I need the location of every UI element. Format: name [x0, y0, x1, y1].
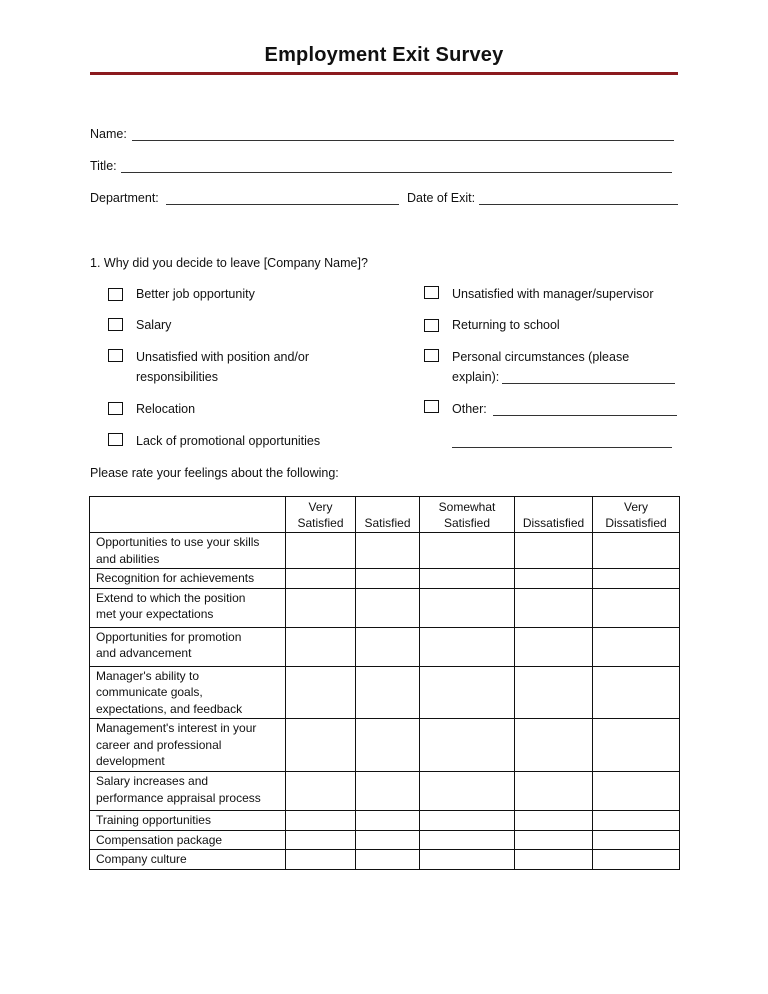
rating-cell[interactable]	[515, 627, 593, 666]
option-lack-promotion: Lack of promotional opportunities	[136, 434, 321, 448]
rating-item-label	[90, 533, 286, 569]
option-unsatisfied-position-line2: responsibilities	[136, 370, 218, 384]
option-unsatisfied-manager: Unsatisfied with manager/supervisor	[452, 287, 654, 301]
rating-cell[interactable]	[356, 719, 420, 772]
rating-cell[interactable]	[515, 666, 593, 719]
rating-cell[interactable]	[356, 666, 420, 719]
rating-prompt: Please rate your feelings about the following:	[90, 466, 339, 480]
rating-item-label	[90, 666, 286, 719]
option-better-job: Better job opportunity	[136, 287, 255, 301]
rating-cell[interactable]	[420, 627, 515, 666]
department-field[interactable]	[166, 204, 399, 205]
date-of-exit-label: Date of Exit:	[407, 191, 476, 205]
title-field[interactable]	[121, 172, 672, 173]
name-field[interactable]	[132, 140, 674, 141]
rating-cell[interactable]	[420, 850, 515, 870]
rating-item-text: Manager's ability to	[96, 668, 200, 683]
header-somewhat-satisfied	[420, 497, 515, 533]
rating-item-text: and advancement	[96, 646, 192, 660]
table-row	[90, 811, 680, 831]
rating-item-text: performance appraisal process	[96, 790, 261, 805]
rating-cell[interactable]	[593, 569, 680, 589]
date-of-exit-field[interactable]	[479, 204, 678, 205]
option-returning-school: Returning to school	[452, 318, 560, 332]
table-row	[90, 666, 680, 719]
header-blank-cell	[90, 497, 286, 533]
rating-item-text: career and professional	[96, 737, 222, 752]
rating-cell[interactable]	[286, 772, 356, 811]
rating-item-text: Salary increases and	[96, 774, 209, 788]
rating-cell[interactable]	[515, 569, 593, 589]
option-salary: Salary	[136, 318, 172, 332]
rating-item-label	[90, 772, 286, 811]
option-personal-circumstances-line2: explain):	[452, 370, 500, 384]
rating-cell[interactable]	[515, 850, 593, 870]
option-relocation: Relocation	[136, 402, 196, 416]
page-title: Employment Exit Survey	[264, 44, 504, 66]
rating-item-text: Opportunities for promotion	[96, 629, 242, 644]
rating-item-label	[90, 830, 286, 850]
header-very-dissatisfied	[593, 497, 680, 533]
rating-cell[interactable]	[356, 830, 420, 850]
rating-item-text: development	[96, 754, 165, 768]
rating-cell[interactable]	[420, 533, 515, 569]
rating-cell[interactable]	[593, 772, 680, 811]
rating-cell[interactable]	[356, 850, 420, 870]
rating-cell[interactable]	[286, 666, 356, 719]
rating-cell[interactable]	[420, 830, 515, 850]
personal-circumstances-explain-field[interactable]	[502, 383, 675, 384]
department-label: Department:	[90, 191, 159, 205]
header-satisfied	[356, 497, 420, 533]
checkbox-other[interactable]	[424, 400, 439, 413]
rating-cell[interactable]	[286, 850, 356, 870]
rating-cell[interactable]	[356, 627, 420, 666]
rating-cell[interactable]	[286, 811, 356, 831]
checkbox-salary[interactable]	[108, 318, 123, 331]
rating-item-text: expectations, and feedback	[96, 701, 243, 716]
checkbox-returning-school[interactable]	[424, 319, 439, 332]
rating-cell[interactable]	[286, 830, 356, 850]
rating-cell[interactable]	[593, 811, 680, 831]
table-row	[90, 719, 680, 772]
rating-cell[interactable]	[515, 811, 593, 831]
rating-cell[interactable]	[593, 719, 680, 772]
rating-cell[interactable]	[286, 533, 356, 569]
table-row	[90, 627, 680, 666]
checkbox-lack-promotion[interactable]	[108, 433, 123, 446]
rating-item-text: Opportunities to use your skills	[96, 535, 260, 549]
rating-cell[interactable]	[593, 533, 680, 569]
table-row	[90, 772, 680, 811]
other-field-continued[interactable]	[452, 447, 672, 448]
rating-item-text: Recognition for achievements	[96, 571, 255, 585]
rating-item-text: Management's interest in your	[96, 721, 257, 735]
rating-cell[interactable]	[593, 666, 680, 719]
table-row	[90, 533, 680, 569]
checkbox-unsatisfied-position[interactable]	[108, 349, 123, 362]
rating-cell[interactable]	[593, 830, 680, 850]
rating-cell[interactable]	[356, 569, 420, 589]
rating-item-text: Extend to which the position	[96, 590, 246, 605]
rating-cell[interactable]	[420, 569, 515, 589]
option-unsatisfied-position-line1: Unsatisfied with position and/or	[136, 350, 310, 364]
rating-cell[interactable]	[420, 666, 515, 719]
rating-cell[interactable]	[356, 588, 420, 627]
rating-item-label	[90, 719, 286, 772]
header-label-line1: Very	[308, 500, 333, 514]
header-label-line2: Satisfied	[364, 516, 411, 530]
rating-cell[interactable]	[286, 569, 356, 589]
question-1-prompt: 1. Why did you decide to leave [Company Name]?	[90, 256, 368, 270]
option-other: Other:	[452, 402, 487, 416]
rating-item-label	[90, 569, 286, 589]
header-label-line2: Dissatisfied	[522, 516, 585, 530]
rating-item-text: communicate goals,	[96, 685, 203, 699]
rating-item-label	[90, 811, 286, 831]
rating-cell[interactable]	[420, 719, 515, 772]
rating-item-text: met your expectations	[96, 607, 214, 621]
rating-cell[interactable]	[515, 533, 593, 569]
rating-item-label	[90, 627, 286, 666]
header-label-line1: Very	[623, 500, 648, 514]
rating-item-text: and abilities	[96, 551, 160, 566]
title-divider	[90, 72, 678, 75]
header-very-satisfied	[286, 497, 356, 533]
rating-cell[interactable]	[356, 772, 420, 811]
table-row	[90, 588, 680, 627]
rating-cell[interactable]	[593, 850, 680, 870]
rating-cell[interactable]	[593, 627, 680, 666]
rating-cell[interactable]	[356, 533, 420, 569]
header-label-line1: Somewhat	[438, 500, 496, 514]
rating-cell[interactable]	[515, 588, 593, 627]
rating-cell[interactable]	[356, 811, 420, 831]
rating-cell[interactable]	[593, 588, 680, 627]
rating-cell[interactable]	[515, 719, 593, 772]
rating-cell[interactable]	[420, 588, 515, 627]
table-row	[90, 850, 680, 870]
header-label-line2: Satisfied	[443, 516, 491, 530]
rating-cell[interactable]	[420, 811, 515, 831]
option-personal-circumstances-line1: Personal circumstances (please	[452, 350, 630, 364]
header-label-line2: Satisfied	[297, 516, 344, 530]
rating-item-text: Training opportunities	[96, 813, 211, 827]
rating-item-label	[90, 588, 286, 627]
checkbox-personal-circumstances[interactable]	[424, 349, 439, 362]
checkbox-unsatisfied-manager[interactable]	[424, 286, 439, 299]
rating-header-row	[90, 497, 680, 533]
table-row	[90, 830, 680, 850]
title-label: Title:	[90, 159, 117, 173]
rating-item-label	[90, 850, 286, 870]
table-row	[90, 569, 680, 589]
other-field[interactable]	[493, 415, 677, 416]
checkbox-relocation[interactable]	[108, 402, 123, 415]
rating-cell[interactable]	[515, 772, 593, 811]
header-label-line2: Dissatisfied	[605, 516, 667, 530]
rating-item-text: Compensation package	[96, 832, 223, 847]
checkbox-better-job[interactable]	[108, 288, 123, 301]
header-dissatisfied	[515, 497, 593, 533]
rating-cell[interactable]	[286, 719, 356, 772]
name-label: Name:	[90, 127, 127, 141]
rating-cell[interactable]	[286, 588, 356, 627]
rating-cell[interactable]	[286, 627, 356, 666]
rating-cell[interactable]	[420, 772, 515, 811]
rating-table	[89, 496, 680, 870]
rating-cell[interactable]	[515, 830, 593, 850]
rating-item-text: Company culture	[96, 852, 187, 866]
